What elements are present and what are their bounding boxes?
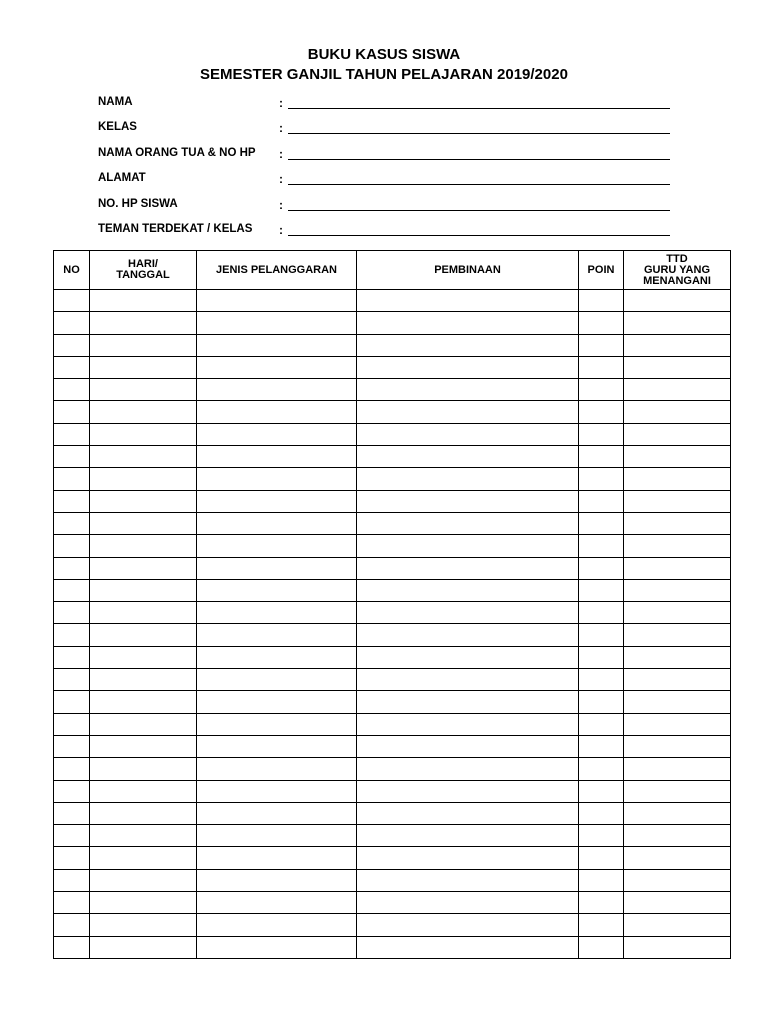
table-cell[interactable]: [579, 892, 624, 914]
table-cell[interactable]: [357, 490, 579, 512]
table-cell[interactable]: [54, 802, 90, 824]
table-cell[interactable]: [579, 290, 624, 312]
table-cell[interactable]: [579, 646, 624, 668]
page-title: BUKU KASUS SISWA: [307, 46, 461, 63]
table-cell[interactable]: [90, 780, 197, 802]
table-cell[interactable]: [579, 535, 624, 557]
table-cell[interactable]: [197, 713, 357, 735]
table-cell[interactable]: [624, 512, 731, 534]
table-cell[interactable]: [197, 825, 357, 847]
column-header-poin: [579, 251, 624, 290]
form-colon: :: [279, 146, 283, 161]
form-row-hp-siswa: [98, 198, 678, 223]
table-cell[interactable]: [579, 802, 624, 824]
table-cell[interactable]: [357, 401, 579, 423]
table-cell[interactable]: [90, 579, 197, 601]
table-cell[interactable]: [357, 936, 579, 958]
table-cell[interactable]: [579, 446, 624, 468]
form-row-teman: [98, 223, 678, 248]
table-cell[interactable]: [357, 669, 579, 691]
table-cell[interactable]: [357, 758, 579, 780]
table-row: [54, 780, 731, 802]
table-cell[interactable]: [54, 624, 90, 646]
table-cell[interactable]: [624, 892, 731, 914]
table-cell[interactable]: [624, 602, 731, 624]
table-row: [54, 468, 731, 490]
table-row: [54, 825, 731, 847]
table-cell[interactable]: [90, 914, 197, 936]
table-cell[interactable]: [579, 869, 624, 891]
table-row: [54, 892, 731, 914]
table-cell[interactable]: [624, 579, 731, 601]
table-row: [54, 312, 731, 334]
table-row: [54, 490, 731, 512]
table-cell[interactable]: [357, 334, 579, 356]
table-body: [54, 290, 731, 959]
header-text: MENANGANI: [643, 274, 711, 287]
table-cell[interactable]: [579, 490, 624, 512]
table-cell[interactable]: [624, 825, 731, 847]
table-cell[interactable]: [357, 423, 579, 445]
form-label-teman: TEMAN TERDEKAT / KELAS: [98, 222, 253, 235]
hp-siswa-fill-line[interactable]: [288, 210, 670, 211]
table-cell[interactable]: [54, 557, 90, 579]
table-cell[interactable]: [624, 914, 731, 936]
table-cell[interactable]: [90, 512, 197, 534]
table-cell[interactable]: [90, 468, 197, 490]
table-cell[interactable]: [54, 602, 90, 624]
table-row: [54, 669, 731, 691]
table-cell[interactable]: [624, 713, 731, 735]
table-cell[interactable]: [579, 423, 624, 445]
table-cell[interactable]: [624, 535, 731, 557]
form-label-kelas: KELAS: [98, 121, 137, 134]
table-cell[interactable]: [90, 758, 197, 780]
table-cell[interactable]: [624, 758, 731, 780]
table-cell[interactable]: [90, 825, 197, 847]
form-colon: :: [279, 197, 283, 212]
table-cell[interactable]: [90, 735, 197, 757]
table-cell[interactable]: [624, 691, 731, 713]
table-cell[interactable]: [197, 423, 357, 445]
table-cell[interactable]: [54, 579, 90, 601]
table-cell[interactable]: [54, 468, 90, 490]
table-row: [54, 936, 731, 958]
table-cell[interactable]: [357, 579, 579, 601]
table-cell[interactable]: [624, 802, 731, 824]
table-cell[interactable]: [357, 446, 579, 468]
table-cell[interactable]: [579, 602, 624, 624]
table-cell[interactable]: [197, 936, 357, 958]
teman-fill-line[interactable]: [288, 235, 670, 236]
table-cell[interactable]: [579, 691, 624, 713]
table-cell[interactable]: [357, 468, 579, 490]
table-cell[interactable]: [579, 624, 624, 646]
table-cell[interactable]: [579, 825, 624, 847]
table-cell[interactable]: [357, 914, 579, 936]
table-cell[interactable]: [54, 869, 90, 891]
form-label-hp-siswa: NO. HP SISWA: [98, 197, 178, 210]
table-cell[interactable]: [54, 936, 90, 958]
table-cell[interactable]: [197, 669, 357, 691]
table-cell[interactable]: [197, 691, 357, 713]
table-cell[interactable]: [90, 490, 197, 512]
form-label-alamat: ALAMAT: [98, 172, 146, 185]
table-cell[interactable]: [624, 669, 731, 691]
table-cell[interactable]: [197, 535, 357, 557]
table-cell[interactable]: [579, 557, 624, 579]
table-cell[interactable]: [90, 557, 197, 579]
table-row: [54, 401, 731, 423]
table-cell[interactable]: [54, 780, 90, 802]
table-cell[interactable]: [624, 936, 731, 958]
table-cell[interactable]: [54, 735, 90, 757]
table-row: [54, 446, 731, 468]
table-cell[interactable]: [624, 847, 731, 869]
table-cell[interactable]: [54, 758, 90, 780]
form-label-orang-tua: NAMA ORANG TUA & NO HP: [98, 146, 256, 159]
table-cell[interactable]: [90, 691, 197, 713]
table-cell[interactable]: [90, 290, 197, 312]
table-cell[interactable]: [624, 490, 731, 512]
table-cell[interactable]: [579, 847, 624, 869]
table-cell[interactable]: [54, 646, 90, 668]
table-header-row: [54, 251, 731, 290]
table-cell[interactable]: [357, 512, 579, 534]
table-cell[interactable]: [579, 379, 624, 401]
case-log-table: [53, 250, 731, 959]
table-cell[interactable]: [579, 512, 624, 534]
table-cell[interactable]: [579, 334, 624, 356]
table-cell[interactable]: [624, 290, 731, 312]
table-cell[interactable]: [357, 312, 579, 334]
student-identity-form: [98, 96, 678, 248]
table-row: [54, 535, 731, 557]
table-cell[interactable]: [579, 735, 624, 757]
header-text: TANGGAL: [116, 269, 170, 281]
header-text: JENIS PELANGGARAN: [215, 263, 338, 276]
table-cell[interactable]: [54, 691, 90, 713]
table-cell[interactable]: [197, 490, 357, 512]
table-cell[interactable]: [90, 624, 197, 646]
table-row: [54, 691, 731, 713]
table-cell[interactable]: [197, 557, 357, 579]
table-cell[interactable]: [624, 869, 731, 891]
table-cell[interactable]: [357, 802, 579, 824]
form-row-nama: [98, 96, 678, 121]
table-cell[interactable]: [90, 446, 197, 468]
table-cell[interactable]: [624, 312, 731, 334]
table-row: [54, 624, 731, 646]
table-cell[interactable]: [579, 401, 624, 423]
table-cell[interactable]: [197, 602, 357, 624]
table-cell[interactable]: [197, 468, 357, 490]
table-cell[interactable]: [624, 356, 731, 378]
table-cell[interactable]: [54, 490, 90, 512]
table-row: [54, 602, 731, 624]
table-cell[interactable]: [54, 825, 90, 847]
table-cell[interactable]: [54, 312, 90, 334]
table-row: [54, 802, 731, 824]
table-cell[interactable]: [54, 892, 90, 914]
table-cell[interactable]: [90, 401, 197, 423]
table-cell[interactable]: [197, 735, 357, 757]
table-row: [54, 713, 731, 735]
table-row: [54, 758, 731, 780]
table-row: [54, 646, 731, 668]
table-cell[interactable]: [197, 401, 357, 423]
table-cell[interactable]: [54, 847, 90, 869]
form-label-nama: NAMA: [98, 96, 133, 108]
table-cell[interactable]: [54, 535, 90, 557]
table-cell[interactable]: [624, 379, 731, 401]
table-row: [54, 423, 731, 445]
table-cell[interactable]: [624, 624, 731, 646]
table-cell[interactable]: [357, 713, 579, 735]
header-text: GURU YANG: [643, 263, 711, 276]
table-cell[interactable]: [357, 379, 579, 401]
form-colon: :: [279, 172, 283, 187]
nama-fill-line[interactable]: [288, 108, 670, 109]
table-cell[interactable]: [197, 290, 357, 312]
table-cell[interactable]: [579, 356, 624, 378]
table-cell[interactable]: [90, 847, 197, 869]
table-row: [54, 334, 731, 356]
table-row: [54, 847, 731, 869]
table-cell[interactable]: [90, 936, 197, 958]
table-cell[interactable]: [54, 423, 90, 445]
table-cell[interactable]: [197, 892, 357, 914]
table-row: [54, 512, 731, 534]
table-cell[interactable]: [197, 624, 357, 646]
table-cell[interactable]: [197, 379, 357, 401]
table-cell[interactable]: [357, 624, 579, 646]
table-cell[interactable]: [197, 780, 357, 802]
table-cell[interactable]: [90, 312, 197, 334]
table-cell[interactable]: [197, 847, 357, 869]
table-row: [54, 557, 731, 579]
table-cell[interactable]: [357, 691, 579, 713]
table-cell[interactable]: [197, 802, 357, 824]
table-cell[interactable]: [579, 780, 624, 802]
orang-tua-fill-line[interactable]: [288, 159, 670, 160]
table-cell[interactable]: [357, 847, 579, 869]
table-cell[interactable]: [90, 602, 197, 624]
table-cell[interactable]: [54, 334, 90, 356]
table-cell[interactable]: [90, 334, 197, 356]
table-cell[interactable]: [624, 446, 731, 468]
table-cell[interactable]: [90, 535, 197, 557]
table-cell[interactable]: [579, 713, 624, 735]
table-cell[interactable]: [197, 312, 357, 334]
form-row-kelas: [98, 121, 678, 146]
table-cell[interactable]: [197, 512, 357, 534]
table-cell[interactable]: [90, 356, 197, 378]
table-cell[interactable]: [624, 468, 731, 490]
header-text: HARI/: [128, 258, 158, 270]
form-row-orang-tua: [98, 147, 678, 172]
header-text: POIN: [587, 263, 615, 276]
table-cell[interactable]: [357, 557, 579, 579]
table-cell[interactable]: [579, 468, 624, 490]
table-cell[interactable]: [54, 401, 90, 423]
table-cell[interactable]: [54, 356, 90, 378]
table-cell[interactable]: [624, 401, 731, 423]
table-cell[interactable]: [197, 356, 357, 378]
table-cell[interactable]: [357, 869, 579, 891]
form-colon: :: [279, 121, 283, 136]
table-cell[interactable]: [357, 646, 579, 668]
table-cell[interactable]: [90, 669, 197, 691]
table-cell[interactable]: [54, 914, 90, 936]
table-cell[interactable]: [197, 579, 357, 601]
table-cell[interactable]: [54, 290, 90, 312]
table-cell[interactable]: [90, 802, 197, 824]
table-cell[interactable]: [624, 334, 731, 356]
header-text: PEMBINAAN: [434, 263, 501, 276]
table-cell[interactable]: [357, 290, 579, 312]
table-cell[interactable]: [90, 379, 197, 401]
table-cell[interactable]: [197, 646, 357, 668]
table-row: [54, 356, 731, 378]
table-cell[interactable]: [579, 312, 624, 334]
header-text: TTD: [666, 252, 688, 265]
table-cell[interactable]: [54, 446, 90, 468]
column-header-pembinaan: [357, 251, 579, 290]
table-cell[interactable]: [90, 423, 197, 445]
table-row: [54, 579, 731, 601]
table-row: [54, 735, 731, 757]
table-cell[interactable]: [624, 557, 731, 579]
table-cell[interactable]: [579, 936, 624, 958]
column-header-hari-tanggal: [90, 251, 197, 290]
table-row: [54, 290, 731, 312]
table-cell[interactable]: [54, 512, 90, 534]
table-cell[interactable]: [197, 914, 357, 936]
table-cell[interactable]: [54, 379, 90, 401]
table-cell[interactable]: [357, 356, 579, 378]
column-header-ttd: [624, 251, 731, 290]
table-cell[interactable]: [197, 758, 357, 780]
table-cell[interactable]: [90, 869, 197, 891]
table-row: [54, 379, 731, 401]
column-header-jenis-pelanggaran: [197, 251, 357, 290]
table-row: [54, 914, 731, 936]
table-cell[interactable]: [197, 869, 357, 891]
table-cell[interactable]: [579, 669, 624, 691]
table-cell[interactable]: [624, 646, 731, 668]
column-header-no: [54, 251, 90, 290]
alamat-fill-line[interactable]: [288, 184, 670, 185]
table-cell[interactable]: [357, 735, 579, 757]
table-cell[interactable]: [579, 758, 624, 780]
form-colon: :: [279, 96, 283, 110]
table-cell[interactable]: [197, 446, 357, 468]
table-cell[interactable]: [579, 914, 624, 936]
table-cell[interactable]: [357, 780, 579, 802]
table-cell[interactable]: [624, 735, 731, 757]
kelas-fill-line[interactable]: [288, 133, 670, 134]
table-cell[interactable]: [54, 669, 90, 691]
page-subtitle: SEMESTER GANJIL TAHUN PELAJARAN 2019/2020: [200, 66, 568, 83]
table-cell[interactable]: [357, 602, 579, 624]
table-cell[interactable]: [90, 713, 197, 735]
table-cell[interactable]: [357, 892, 579, 914]
table-cell[interactable]: [579, 579, 624, 601]
table-cell[interactable]: [54, 713, 90, 735]
form-colon: :: [279, 222, 283, 237]
table-cell[interactable]: [357, 535, 579, 557]
form-row-alamat: [98, 172, 678, 197]
table-cell[interactable]: [197, 334, 357, 356]
header-text: NO: [63, 263, 80, 276]
table-cell[interactable]: [90, 646, 197, 668]
table-cell[interactable]: [624, 780, 731, 802]
table-cell[interactable]: [90, 892, 197, 914]
table-cell[interactable]: [624, 423, 731, 445]
table-cell[interactable]: [357, 825, 579, 847]
table-row: [54, 869, 731, 891]
